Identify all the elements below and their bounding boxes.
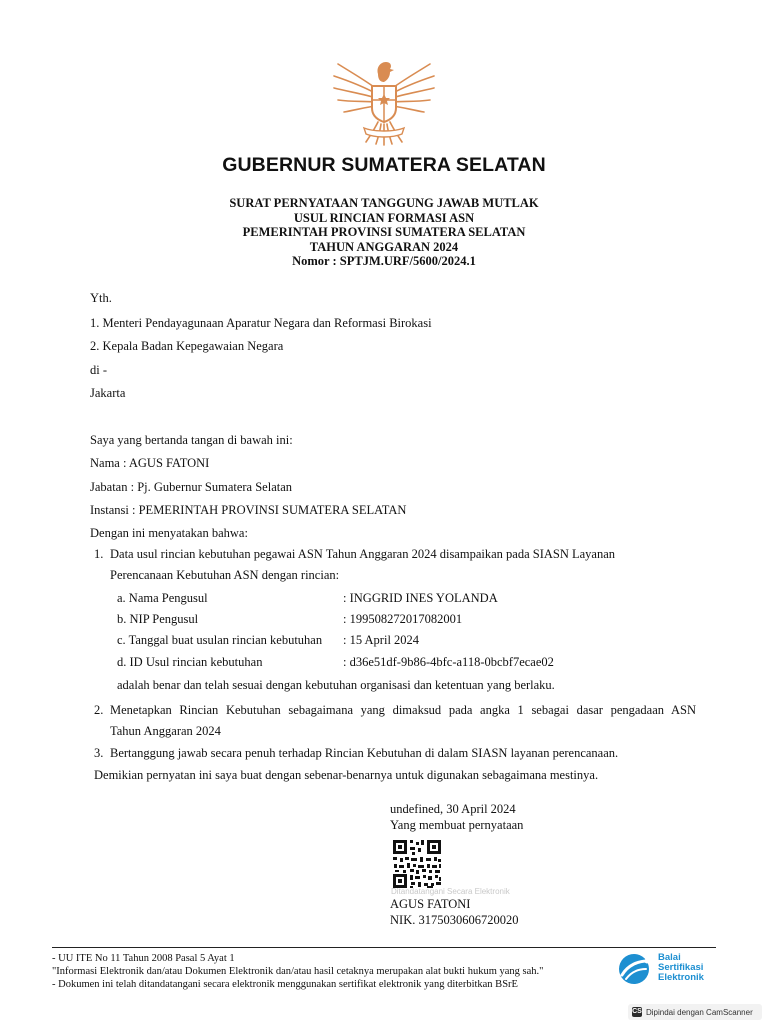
detail-label: c. Tanggal buat usulan rincian kebutuhan xyxy=(117,633,323,647)
point-2-line: Tahun Anggaran 2024 xyxy=(110,724,221,738)
statement-fiscal-year: TAHUN ANGGARAN 2024 xyxy=(309,239,459,254)
point-number: 2. xyxy=(94,703,104,717)
recipient-city: Jakarta xyxy=(90,386,126,400)
conformity-text: adalah benar dan telah sesuai dengan kebutuhan organisasi dan ketentuan yang berlaku. xyxy=(117,678,555,692)
footer-line: "Informasi Elektronik dan/atau Dokumen Elektronik dan/atau hasil cetaknya merupakan alat bukti hukum yang sah." xyxy=(52,966,544,977)
point-2-line: Menetapkan Rincian Kebutuhan sebagaimana yang dimaksud pada angka 1 sebagai dasar pengadaan ASN xyxy=(110,703,696,717)
statement-institution: PEMERINTAH PROVINSI SUMATERA SELATAN xyxy=(242,225,526,239)
garuda-emblem xyxy=(328,52,440,152)
recipient-di: di - xyxy=(90,363,108,377)
detail-label: d. ID Usul rincian kebutuhan xyxy=(117,655,263,669)
closing-text: Demikian pernyatan ini saya buat dengan sebenar-benarnya untuk digunakan sebagaimana mestinya. xyxy=(94,768,599,782)
detail-label: b. NIP Pengusul xyxy=(117,612,199,626)
signature-name: AGUS FATONI xyxy=(390,897,471,911)
point-1-line: Data usul rincian kebutuhan pegawai ASN Tahun Anggaran 2024 disampaikan pada SIASN Layanan xyxy=(110,547,616,561)
declaration-intro: Dengan ini menyatakan bahwa: xyxy=(90,526,248,540)
detail-value: : d36e51df-9b86-4bfc-a118-0bcbf7ecae02 xyxy=(343,655,554,669)
recipient-item: 2. Kepala Badan Kepegawaian Negara xyxy=(90,339,284,353)
intro-text: Saya yang bertanda tangan di bawah ini: xyxy=(90,433,293,447)
signer-name: Nama : AGUS FATONI xyxy=(90,456,210,470)
bsre-logo-icon xyxy=(614,951,654,987)
salutation: Yth. xyxy=(90,291,112,305)
detail-label: a. Nama Pengusul xyxy=(117,591,208,605)
signature-nik: NIK. 3175030606720020 xyxy=(390,913,519,927)
camscanner-badge xyxy=(628,1004,762,1020)
footer-line: - Dokumen ini telah ditandatangani secara elektronik menggunakan sertifikat elektronik yang diterbitkan BSrE xyxy=(52,979,518,990)
point-3-line: Bertanggung jawab secara penuh terhadap Rincian Kebutuhan di dalam SIASN layanan perencanaan. xyxy=(110,746,619,760)
statement-subtitle: USUL RINCIAN FORMASI ASN xyxy=(293,210,475,225)
detail-value: : INGGRID INES YOLANDA xyxy=(343,591,498,605)
electronic-signature-note: Ditandatangani Secara Elektronik xyxy=(391,887,510,896)
government-title: GUBERNUR SUMATERA SELATAN xyxy=(222,154,546,176)
point-number: 3. xyxy=(94,746,104,760)
signer-position: Jabatan : Pj. Gubernur Sumatera Selatan xyxy=(90,480,293,494)
detail-value: : 15 April 2024 xyxy=(343,633,420,647)
recipient-item: 1. Menteri Pendayagunaan Aparatur Negara dan Reformasi Birokasi xyxy=(90,316,432,330)
statement-number: Nomor : SPTJM.URF/5600/2024.1 xyxy=(292,254,476,268)
statement-title: SURAT PERNYATAAN TANGGUNG JAWAB MUTLAK xyxy=(229,196,539,210)
signer-institution: Instansi : PEMERINTAH PROVINSI SUMATERA SELATAN xyxy=(90,503,407,517)
point-1-line: Perencanaan Kebutuhan ASN dengan rincian: xyxy=(110,568,340,582)
bsre-logo-text: Balai Sertifikasi Elektronik xyxy=(658,952,704,983)
detail-value: : 199508272017082001 xyxy=(343,612,463,626)
qr-code xyxy=(391,838,443,890)
signature-place-date: undefined, 30 April 2024 xyxy=(390,802,516,816)
point-number: 1. xyxy=(94,547,104,561)
camscanner-text: Dipindai dengan CamScanner xyxy=(646,1007,753,1017)
signature-maker: Yang membuat pernyataan xyxy=(390,818,524,832)
footer-divider xyxy=(52,947,716,948)
camscanner-icon: CS xyxy=(632,1008,642,1015)
footer-line: - UU ITE No 11 Tahun 2008 Pasal 5 Ayat 1 xyxy=(52,953,235,964)
